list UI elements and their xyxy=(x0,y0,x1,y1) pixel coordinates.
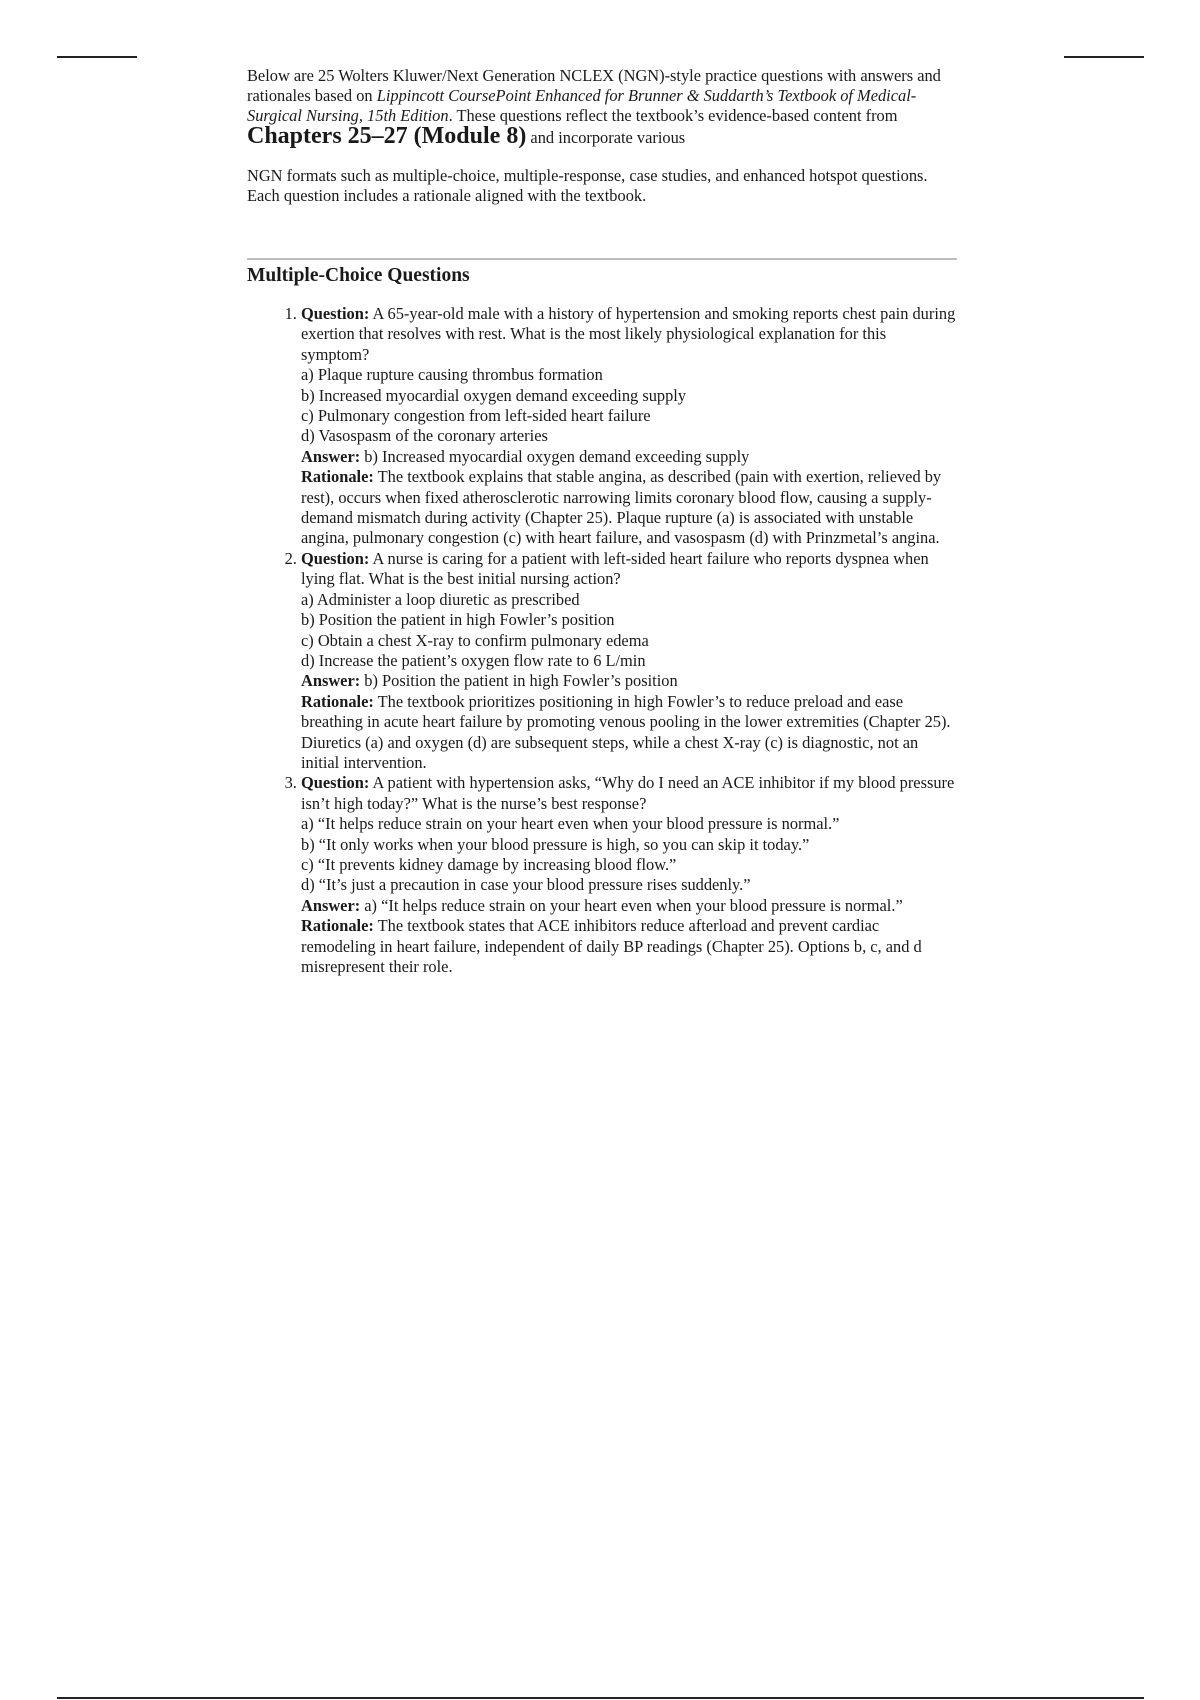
question-text: A patient with hypertension asks, “Why do I need an ACE inhibitor if my blood pressure isn’t high today?” What is the nurse’s best response? xyxy=(301,773,955,813)
rationale-label: Rationale: xyxy=(301,691,374,711)
intro-text-2: . These questions reflect the textbook’s evidence-based content from xyxy=(448,106,898,125)
answer-label: Answer: xyxy=(301,446,361,466)
option-a: a) Administer a loop diuretic as prescribed xyxy=(301,589,580,609)
answer-text: a) “It helps reduce strain on your heart even when your blood pressure is normal.” xyxy=(360,895,903,915)
top-right-rule xyxy=(1064,56,1144,58)
option-c: c) Pulmonary congestion from left-sided heart failure xyxy=(301,406,651,426)
rationale-line xyxy=(301,916,957,977)
option-b: b) Position the patient in high Fowler’s position xyxy=(301,610,615,630)
rationale-label: Rationale: xyxy=(301,916,374,936)
rationale-text: The textbook states that ACE inhibitors reduce afterload and prevent cardiac remodeling in heart failure, independent of daily BP readings (Chapter 25). Options b, c, and d misrepresent their role. xyxy=(301,916,922,976)
question-item-1 xyxy=(301,304,957,549)
question-label: Question: xyxy=(301,304,370,323)
option-a: a) Plaque rupture causing thrombus formation xyxy=(301,365,603,385)
bottom-rule xyxy=(57,1697,1144,1699)
rationale-text: The textbook prioritizes positioning in high Fowler’s to reduce preload and ease breathing in acute heart failure by promoting venous pooling in the lower extremities (Chapter 25). Diuretics (a) and oxygen (d) are subsequent steps, while a chest X-ray (c) is diagnostic, not an initial intervention. xyxy=(301,691,951,772)
question-label: Question: xyxy=(301,548,370,568)
answer-label: Answer: xyxy=(301,671,361,691)
section-heading: Multiple-Choice Questions xyxy=(247,265,470,286)
intro-text-3: and incorporate various xyxy=(526,128,686,147)
answer-line xyxy=(301,896,957,916)
answer-line xyxy=(301,671,957,691)
intro-paragraph xyxy=(247,66,957,148)
book-title: Lippincott CoursePoint Enhanced for Brunner & Suddarth’s Textbook of Medical-Surgical Nursing, 15th Edition xyxy=(247,86,917,125)
answer-line xyxy=(301,447,957,467)
question-item-2 xyxy=(301,549,957,773)
answer-label: Answer: xyxy=(301,895,361,915)
option-c: c) “It prevents kidney damage by increasing blood flow.” xyxy=(301,854,677,874)
rationale-text: The textbook explains that stable angina, as described (pain with exertion, relieved by rest), occurs when fixed atherosclerotic narrowing limits coronary blood flow, causing a supply-demand mismatch during activity (Chapter 25). Plaque rupture (a) is associated with unstable angina, pulmonary congestion (c) with heart failure, and vasospasm (d) with Prinzmetal’s angina. xyxy=(301,467,942,548)
option-d: d) Vasospasm of the coronary arteries xyxy=(301,426,548,446)
section-divider xyxy=(247,258,957,260)
question-text: A nurse is caring for a patient with left-sided heart failure who reports dyspnea when lying flat. What is the best initial nursing action? xyxy=(301,548,929,589)
question-item-3 xyxy=(301,773,957,977)
answer-text: b) Increased myocardial oxygen demand exceeding supply xyxy=(360,446,750,466)
rationale-label: Rationale: xyxy=(301,467,374,487)
option-a: a) “It helps reduce strain on your heart even when your blood pressure is normal.” xyxy=(301,814,840,834)
rationale-line xyxy=(301,467,957,549)
question-list xyxy=(247,304,957,977)
answer-text: b) Position the patient in high Fowler’s position xyxy=(360,671,678,691)
intro-text-1: Below are 25 Wolters Kluwer/Next Generation NCLEX (NGN)-style practice questions with answers and rationales based on xyxy=(247,66,941,105)
rationale-line xyxy=(301,692,957,774)
question-label: Question: xyxy=(301,773,370,793)
option-b: b) “It only works when your blood pressure is high, so you can skip it today.” xyxy=(301,834,810,854)
option-b: b) Increased myocardial oxygen demand exceeding supply xyxy=(301,385,687,405)
option-c: c) Obtain a chest X-ray to confirm pulmonary edema xyxy=(301,630,649,650)
document-body xyxy=(247,66,957,977)
question-text: A 65-year-old male with a history of hypertension and smoking reports chest pain during exertion that resolves with rest. What is the most likely physiological explanation for this symptom? xyxy=(301,304,956,364)
option-d: d) “It’s just a precaution in case your blood pressure rises suddenly.” xyxy=(301,875,751,895)
chapters-highlight: Chapters 25–27 (Module 8) xyxy=(247,123,527,149)
option-d: d) Increase the patient’s oxygen flow rate to 6 L/min xyxy=(301,650,646,670)
top-left-rule xyxy=(57,56,137,58)
intro-paragraph-2: NGN formats such as multiple-choice, multiple-response, case studies, and enhanced hotspot questions. Each question includes a rationale aligned with the textbook. xyxy=(247,166,928,205)
